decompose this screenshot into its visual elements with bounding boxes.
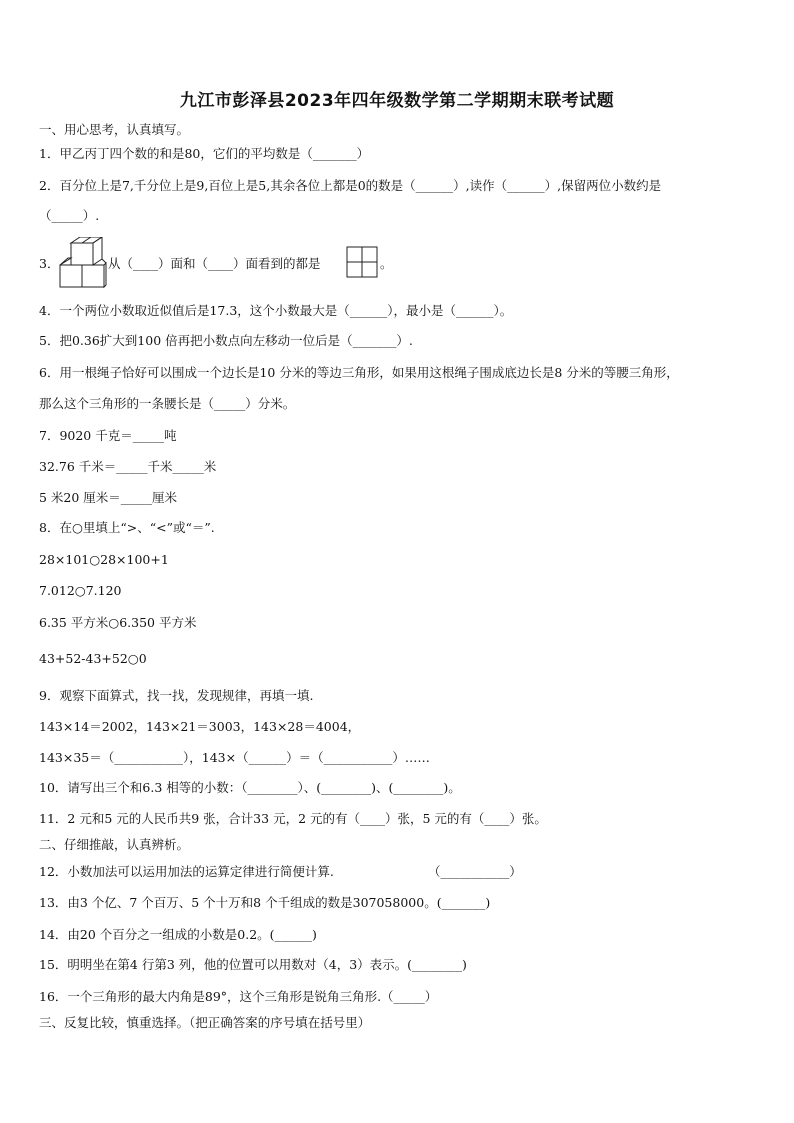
question-8: 8．在○里填上“>、“<”或“＝”. [39, 520, 215, 535]
question-10: 10．请写出三个和6.3 相等的小数：（________）、(________)、(________)。 [39, 780, 461, 795]
question-7-b: 32.76 千米＝_____千米_____米 [39, 459, 217, 474]
page-title: 九江市彭泽县2023年四年级数学第二学期期末联考试题 [179, 91, 615, 111]
question-7-c: 5 米20 厘米＝_____厘米 [39, 490, 178, 505]
question-6-cont: 那么这个三角形的一条腰长是（_____）分米。 [39, 396, 296, 411]
question-12-blank: （___________） [428, 864, 522, 879]
question-3-end: 。 [380, 256, 393, 271]
cube-stack-figure [58, 237, 108, 289]
question-3-number: 3． [39, 256, 60, 271]
question-8-a: 28×101○28×100+1 [39, 552, 169, 567]
question-2-cont: （_____）. [39, 208, 100, 223]
question-4: 4．一个两位小数取近似值后是17.3，这个小数最大是（______），最小是（______）。 [39, 303, 513, 318]
question-7: 7．9020 千克＝_____吨 [39, 428, 177, 443]
square-grid-figure [346, 246, 378, 278]
question-2: 2．百分位上是7,千分位上是9,百位上是5,其余各位上都是0的数是（______）,读作（______）,保留两位小数约是 [39, 178, 662, 193]
section-heading-1: 一、用心思考，认真填写。 [39, 122, 190, 137]
question-8-c: 6.35 平方米○6.350 平方米 [39, 615, 197, 630]
question-14: 14．由20 个百分之一组成的小数是0.2。(______) [39, 927, 317, 942]
question-5: 5．把0.36扩大到100 倍再把小数点向左移动一位后是（_______）. [39, 333, 413, 348]
question-13: 13．由3 个亿、7 个百万、5 个十万和8 个千组成的数是307058000。(_______) [39, 895, 491, 910]
question-9: 9．观察下面算式，找一找，发现规律，再填一填. [39, 688, 314, 703]
section-heading-3: 三、反复比较，慎重选择。（把正确答案的序号填在括号里） [39, 1015, 371, 1030]
question-9-a: 143×14＝2002，143×21＝3003，143×28＝4004， [39, 719, 361, 734]
question-8-b: 7.012○7.120 [39, 583, 122, 598]
question-3: 从（____）面和（____）面看到的都是 [108, 256, 321, 271]
question-1: 1．甲乙丙丁四个数的和是80，它们的平均数是（_______） [39, 146, 370, 161]
question-8-d: 43+52-43+52○0 [39, 651, 147, 666]
question-9-b: 143×35＝（___________），143×（______）＝（___________）…… [39, 750, 430, 765]
question-11: 11．2 元和5 元的人民币共9 张，合计33 元，2 元的有（____）张，5 元的有（____）张。 [39, 811, 547, 826]
question-15: 15．明明坐在第4 行第3 列，他的位置可以用数对（4，3）表示。(________) [39, 957, 467, 972]
section-heading-2: 二、仔细推敲，认真辨析。 [39, 837, 190, 852]
question-12: 12．小数加法可以运用加法的运算定律进行简便计算. [39, 864, 334, 879]
question-16: 16．一个三角形的最大内角是89°，这个三角形是锐角三角形.（_____） [39, 989, 438, 1004]
question-6: 6．用一根绳子恰好可以围成一个边长是10 分米的等边三角形，如果用这根绳子围成底边长是8 分米的等腰三角形， [39, 365, 679, 380]
